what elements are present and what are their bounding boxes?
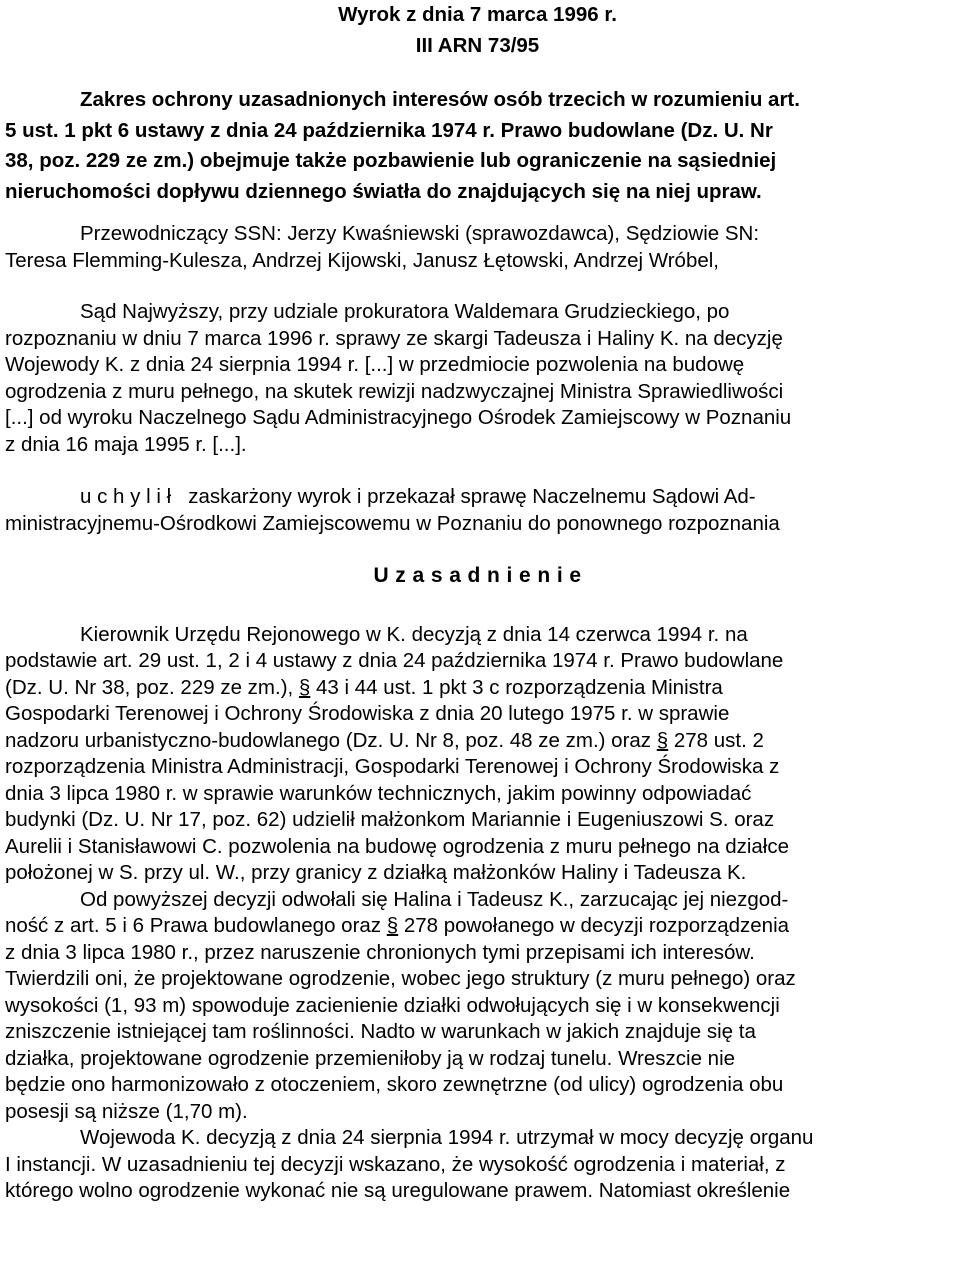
text-run: ność z art. 5 i 6 Prawa budowlanego oraz [5, 914, 387, 937]
reasons-line: Gospodarki Terenowej i Ochrony Środowiska z dnia 20 lutego 1975 r. w sprawie [5, 702, 730, 725]
thesis-line: nieruchomości dopływu dziennego światła do znajdujących się na niej upraw. [5, 179, 762, 203]
reasons-line: zniszczenie istniejącej tam roślinności. Nadto w warunkach w jakich znajduje się ta [5, 1020, 756, 1043]
reasons-line: wysokości (1, 93 m) spowoduje zacienienie działki odwołujących się i w konsekwencji [5, 993, 780, 1017]
document-page [5, 0, 950, 1205]
panel-line: Teresa Flemming-Kulesza, Andrzej Kijowski, Janusz Łętowski, Andrzej Wróbel, [5, 248, 719, 272]
reasons-line: budynki (Dz. U. Nr 17, poz. 62) udzielił małżonkom Mariannie i Eugeniuszowi S. oraz [5, 808, 775, 831]
reasons-line: Twierdzili oni, że projektowane ogrodzenie, wobec jego struktury (z muru pełnego) oraz [5, 967, 796, 990]
reasons-line: działka, projektowane ogrodzenie przemieniłoby ją w rodzaj tunelu. Wreszcie nie [5, 1046, 736, 1070]
reasons-line: Aurelii i Stanisławowi C. pozwolenia na budowę ogrodzenia z muru pełnego na działce [5, 834, 790, 858]
court-line: Sąd Najwyższy, przy udziale prokuratora Waldemara Grudzieckiego, po [80, 300, 730, 323]
court-line: Wojewody K. z dnia 24 sierpnia 1994 r. [...] w przedmiocie pozwolenia na budowę [5, 353, 745, 376]
thesis-line: 5 ust. 1 pkt 6 ustawy z dnia 24 października 1974 r. Prawo budowlane (Dz. U. Nr [5, 118, 773, 142]
text-run: (Dz. U. Nr 38, poz. 229 ze zm.), [5, 675, 299, 699]
reasons-line: rozporządzenia Ministra Administracji, Gospodarki Terenowej i Ochrony Środowiska z [5, 755, 780, 778]
text-run: nadzoru urbanistyczno-budowlanego (Dz. U. Nr 8, poz. 48 ze zm.) oraz [5, 728, 657, 752]
section-sign: § [298, 675, 311, 699]
reasons-line: którego wolno ogrodzenie wykonać nie są uregulowane prawem. Natomiast określenie [5, 1179, 791, 1202]
header-block [5, 0, 950, 61]
court-line: z dnia 16 maja 1995 r. [...]. [5, 432, 247, 456]
case-number: III ARN 73/95 [415, 33, 540, 57]
verdict-line [5, 484, 950, 511]
text-run: 43 i 44 ust. 1 pkt 3 c rozporządzenia Ministra [310, 675, 723, 699]
court-line: rozpoznaniu w dniu 7 marca 1996 r. sprawy ze skargi Tadeusza i Haliny K. na decyzję [5, 326, 783, 350]
verdict-word: u c h y l i ł [80, 485, 172, 508]
panel-line: Przewodniczący SSN: Jerzy Kwaśniewski (sprawozdawca), Sędziowie SN: [80, 222, 760, 245]
reasons-line: I instancji. W uzasadnieniu tej decyzji wskazano, że wysokość ogrodzenia i materiał, z [5, 1152, 786, 1176]
thesis-line: Zakres ochrony uzasadnionych interesów osób trzecich w rozumieniu art. [80, 88, 800, 111]
reasons-line: posesji są niższe (1,70 m). [5, 1099, 248, 1123]
text-run: 278 powołanego w decyzji rozporządzenia [398, 914, 790, 937]
reasons-line: Kierownik Urzędu Rejonowego w K. decyzją z dnia 14 czerwca 1994 r. na [80, 622, 748, 646]
thesis-line: 38, poz. 229 ze zm.) obejmuje także pozbawienie lub ograniczenie na sąsiedniej [5, 149, 777, 172]
court-line: ogrodzenia z muru pełnego, na skutek rewizji nadzwyczajnej Ministra Sprawiedliwości [5, 379, 784, 403]
verdict-paragraph [5, 484, 950, 537]
court-line: [...] od wyroku Naczelnego Sądu Administracyjnego Ośrodek Zamiejscowy w Poznaniu [5, 406, 792, 429]
reasons-line: będzie ono harmonizowało z otoczeniem, skoro zewnętrzne (od ulicy) ogrodzenia obu [5, 1073, 784, 1096]
section-sign: § [656, 728, 669, 752]
reasons-line [5, 675, 950, 702]
court-paragraph [5, 299, 950, 458]
reasons-line: Wojewoda K. decyzją z dnia 24 sierpnia 1994 r. utrzymał w mocy decyzję organu [80, 1126, 814, 1149]
reasons-line: dnia 3 lipca 1980 r. w sprawie warunków technicznych, jakim powinny odpowiadać [5, 781, 752, 805]
section-sign: § [386, 914, 399, 937]
text-run: 278 ust. 2 [668, 728, 764, 752]
verdict-line: ministracyjnemu-Ośrodkowi Zamiejscowemu w Poznaniu do ponownego rozpoznania [5, 511, 780, 535]
reasons-body [5, 622, 950, 1205]
reasons-line [5, 728, 950, 755]
verdict-text: zaskarżony wyrok i przekazał sprawę Naczelnemu Sądowi Ad- [188, 485, 756, 508]
reasons-line: podstawie art. 29 ust. 1, 2 i 4 ustawy z dnia 24 października 1974 r. Prawo budowlane [5, 649, 784, 672]
thesis-block [5, 85, 950, 207]
reasons-line: położonej w S. przy ul. W., przy granicy z działką małżonków Haliny i Tadeusza K. [5, 861, 747, 884]
reasons-line: z dnia 3 lipca 1980 r., przez naruszenie chronionych tymi przepisami ich interesów. [5, 940, 755, 964]
judgment-title: Wyrok z dnia 7 marca 1996 r. [338, 3, 617, 26]
panel-composition [5, 221, 950, 274]
reasons-line: Od powyższej decyzji odwołali się Halina i Tadeusz K., zarzucając jej niezgod- [80, 887, 789, 911]
reasons-heading: U z a s a d n i e n i e [373, 564, 582, 587]
reasons-line [5, 913, 950, 940]
